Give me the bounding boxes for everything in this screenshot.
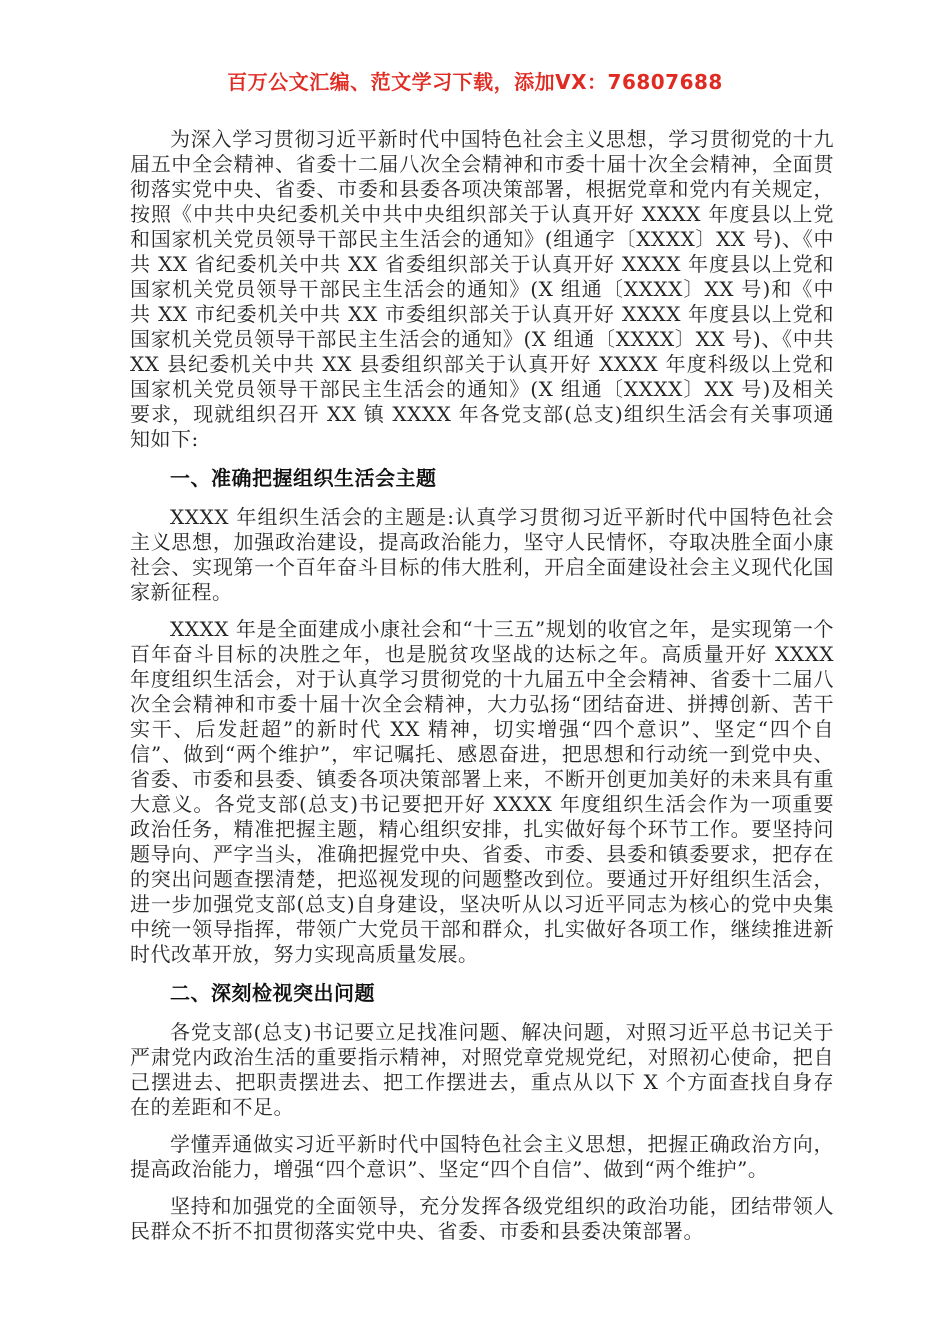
section-heading-2: 二、深刻检视突出问题: [170, 981, 375, 1005]
paragraph-intro: 为深入学习贯彻习近平新时代中国特色社会主义思想，学习贯彻党的十九届五中全会精神、省委十二届八次全会精神和市委十届十次全会精神，全面贯彻落实党中央、省委、市委和县委各项决策部署，根据党章和党内有关规定，按照《中共中央纪委机关中共中央组织部关于认真开好 XXXX 年度县以上党和国家机关党员领导干部民主生活会的通知》(组通字〔XXXX〕XX 号)、《中共 XX 省纪委机关中共 XX 省委组织部关于认真开好 XXXX 年度县以上党和国家机关党员领导干部民主生活会的通知》(X 组通〔XXXX〕XX 号)和《中共 XX 市纪委机关中共 XX 市委组织部关于认真开好 XXXX 年度县以上党和国家机关党员领导干部民主生活会的通知》(X 组通〔XXXX〕XX 号)、《中共 XX 县纪委机关中共 XX 县委组织部关于认真开好 XXXX 年度科级以上党和国家机关党员领导干部民主生活会的通知》(X 组通〔XXXX〕XX 号)及相关要求，现就组织召开 XX 镇 XXXX 年各党支部(总支)组织生活会有关事项通知如下:: [130, 127, 834, 451]
paragraph-ideology: 学懂弄通做实习近平新时代中国特色社会主义思想，把握正确政治方向，提高政治能力，增强“四个意识”、坚定“四个自信”、做到“两个维护”。: [130, 1132, 834, 1181]
paragraph-significance: XXXX 年是全面建成小康社会和“十三五”规划的收官之年，是实现第一个百年奋斗目标的决胜之年，也是脱贫攻坚战的达标之年。高质量开好 XXXX 年度组织生活会，对于认真学习贯彻党的十九届五中全会精神、省委十二届八次全会精神和市委十届十次全会精神，大力弘扬“团结奋进、拼搏创新、苦干实干、后发赶超”的新时代 XX 精神，切实增强“四个意识”、坚定“四个自信”、做到“两个维护”，牢记嘱托、感恩奋进，把思想和行动统一到党中央、省委、市委和县委、镇委各项决策部署上来，不断开创更加美好的未来具有重大意义。各党支部(总支)书记要把开好 XXXX 年度组织生活会作为一项重要政治任务，精准把握主题，精心组织安排，扎实做好每个环节工作。要坚持问题导向、严字当头，准确把握党中央、省委、市委、县委和镇委要求，把存在的突出问题查摆清楚，把巡视发现的问题整改到位。要通过开好组织生活会，进一步加强党支部(总支)自身建设，坚决听从以习近平同志为核心的党中央集中统一领导指挥，带领广大党员干部和群众，扎实做好各项工作，继续推进新时代改革开放，努力实现高质量发展。: [130, 617, 834, 966]
paragraph-problems: 各党支部(总支)书记要立足找准问题、解决问题，对照习近平总书记关于严肃党内政治生活的重要指示精神，对照党章党规党纪，对照初心使命，把自己摆进去、把职责摆进去、把工作摆进去，重点从以下 X 个方面查找自身存在的差距和不足。: [130, 1020, 834, 1119]
section-heading-1: 一、准确把握组织生活会主题: [170, 466, 437, 490]
promo-banner: 百万公文汇编、范文学习下载，添加VX：76807688: [227, 70, 723, 94]
paragraph-leadership: 坚持和加强党的全面领导，充分发挥各级党组织的政治功能，团结带领人民群众不折不扣贯彻落实党中央、省委、市委和县委决策部署。: [130, 1194, 834, 1243]
document-body: [130, 127, 834, 1244]
paragraph-theme: XXXX 年组织生活会的主题是:认真学习贯彻习近平新时代中国特色社会主义思想，加强政治建设，提高政治能力，坚守人民情怀，夺取决胜全面小康社会、实现第一个百年奋斗目标的伟大胜利，开启全面建设社会主义现代化国家新征程。: [130, 505, 834, 604]
